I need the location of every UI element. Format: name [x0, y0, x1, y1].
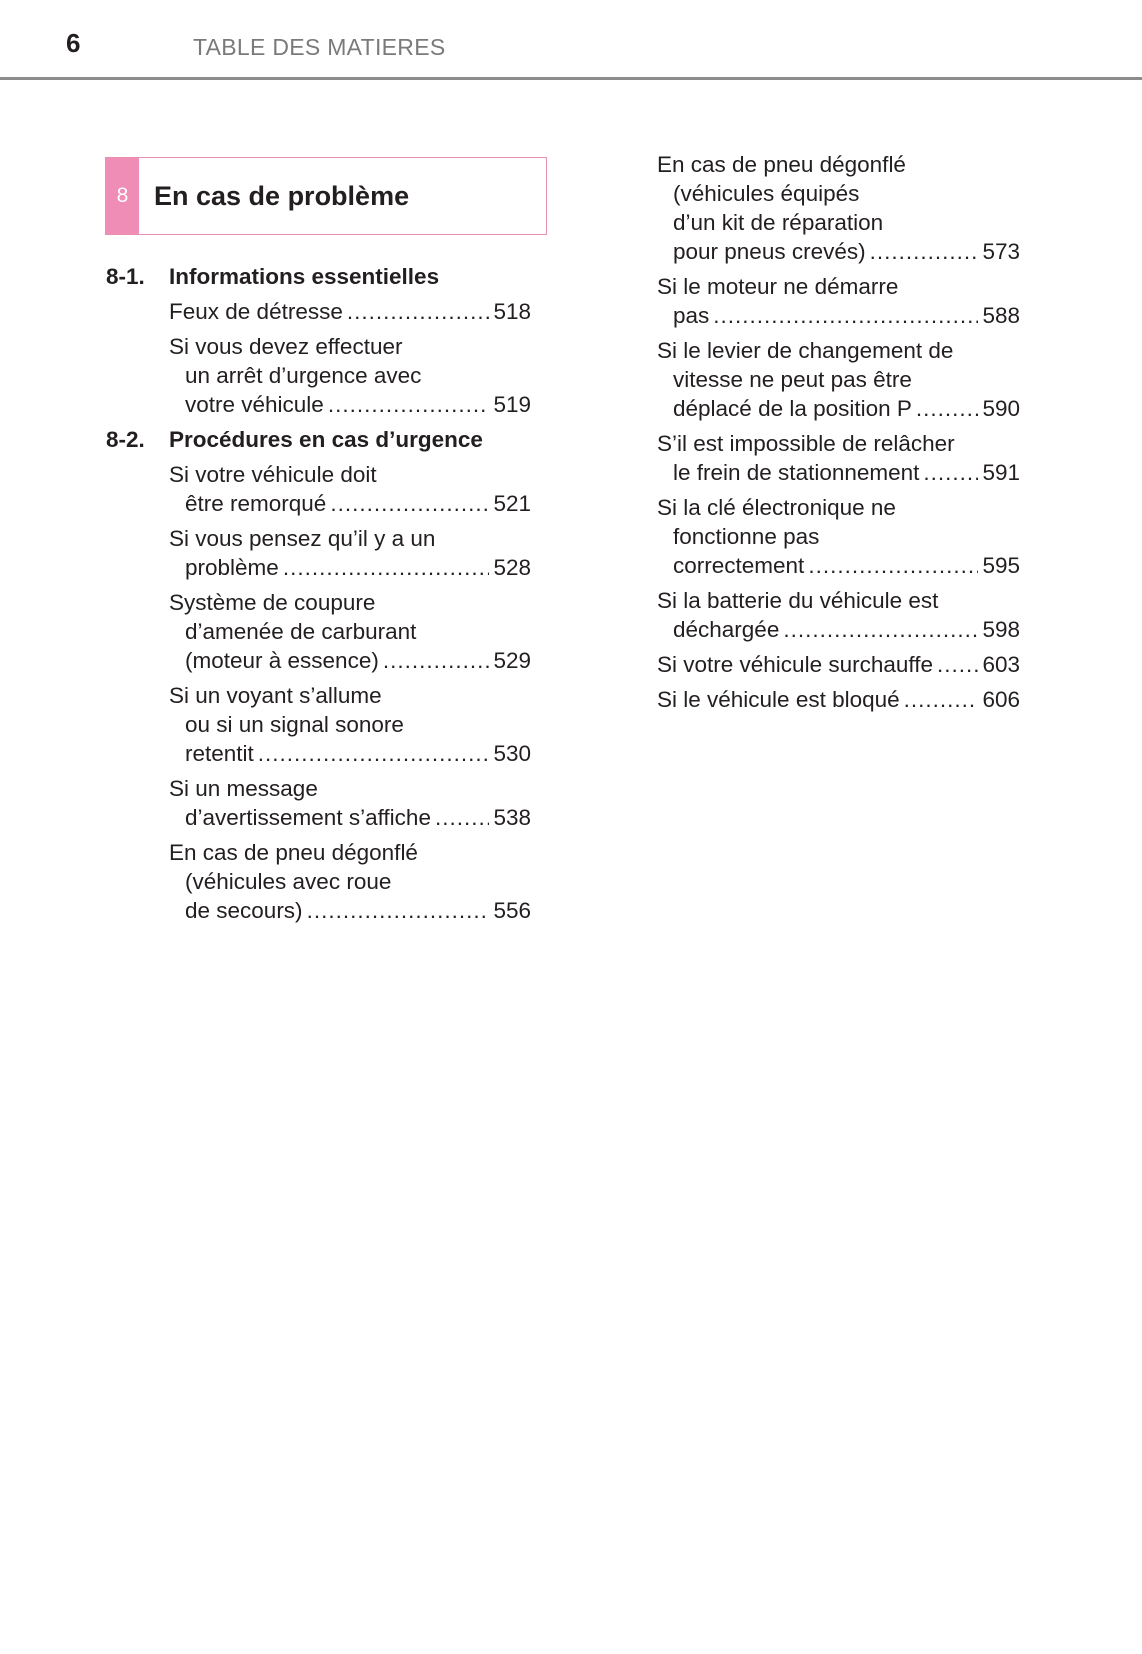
toc-entry[interactable] — [657, 586, 1020, 644]
toc-entry-last-line — [169, 803, 531, 832]
toc-entry[interactable] — [169, 838, 531, 925]
toc-entry-last-line — [169, 646, 531, 675]
toc-entry-line: d’un kit de réparation — [673, 210, 884, 235]
toc-entry-text: être remorqué — [185, 491, 327, 516]
toc-entry-last-line — [657, 615, 1020, 644]
toc-entry-text: Si votre véhicule surchauffe — [657, 652, 933, 677]
toc-entry-text: de secours) — [185, 898, 303, 923]
toc-entry-line: fonctionne pas — [673, 524, 820, 549]
toc-entry-page: 519 — [493, 392, 531, 417]
toc-entry-page: 606 — [982, 687, 1020, 712]
toc-entry-line: En cas de pneu dégonflé — [657, 152, 906, 177]
toc-entry-line: Si un voyant s’allume — [169, 683, 382, 708]
dot-leader — [937, 650, 978, 679]
toc-entry-last-line — [657, 650, 1020, 679]
toc-entry-page: 538 — [493, 805, 531, 830]
toc-entry-page: 556 — [493, 898, 531, 923]
toc-entry-text: Feux de détresse — [169, 299, 343, 324]
toc-entry[interactable] — [657, 272, 1020, 330]
toc-entry-last-line — [169, 297, 531, 326]
section-number: 8-2. — [106, 427, 145, 452]
toc-entry-text: le frein de stationnement — [673, 460, 920, 485]
toc-entry-line: Si votre véhicule doit — [169, 462, 377, 487]
dot-leader — [713, 301, 978, 330]
toc-entry-last-line — [657, 237, 1020, 266]
toc-entry-page: 590 — [982, 396, 1020, 421]
toc-entry-line: En cas de pneu dégonflé — [169, 840, 418, 865]
header-title: TABLE DES MATIERES — [193, 34, 446, 60]
toc-entry[interactable] — [169, 774, 531, 832]
toc-entry-text: pour pneus crevés) — [673, 239, 866, 264]
toc-entry-last-line — [169, 553, 531, 582]
toc-entry-last-line — [657, 458, 1020, 487]
toc-entry-line: un arrêt d’urgence avec — [185, 363, 422, 388]
chapter-number-tab: 8 — [106, 158, 139, 234]
toc-entry[interactable] — [657, 336, 1020, 423]
toc-entry-line: Si la batterie du véhicule est — [657, 588, 939, 613]
dot-leader — [347, 297, 490, 326]
toc-entry-text: Si le véhicule est bloqué — [657, 687, 900, 712]
dot-leader — [383, 646, 490, 675]
dot-leader — [808, 551, 978, 580]
toc-entry-page: 529 — [493, 648, 531, 673]
toc-entry-page: 588 — [982, 303, 1020, 328]
toc-entry[interactable] — [169, 588, 531, 675]
toc-entry-text: votre véhicule — [185, 392, 324, 417]
toc-entry-line: (véhicules avec roue — [185, 869, 392, 894]
toc-left-column — [106, 262, 531, 931]
section-heading — [106, 425, 531, 454]
toc-entry[interactable] — [169, 460, 531, 518]
toc-entry-page: 518 — [493, 299, 531, 324]
toc-entry-last-line — [169, 390, 531, 419]
toc-entry[interactable] — [169, 524, 531, 582]
toc-entry-last-line — [657, 685, 1020, 714]
chapter-title: En cas de problème — [154, 180, 410, 211]
toc-entry-page: 595 — [982, 553, 1020, 578]
toc-entry-last-line — [169, 739, 531, 768]
toc-entry-last-line — [657, 301, 1020, 330]
header-rule — [0, 77, 1142, 80]
dot-leader — [283, 553, 490, 582]
section-heading — [106, 262, 531, 291]
toc-entry-line: Si vous devez effectuer — [169, 334, 403, 359]
toc-entry-text: pas — [673, 303, 710, 328]
toc-entry[interactable] — [169, 681, 531, 768]
toc-entry-page: 573 — [982, 239, 1020, 264]
page-number: 6 — [66, 28, 81, 58]
toc-entry-line: (véhicules équipés — [673, 181, 860, 206]
toc-entry-text: problème — [185, 555, 279, 580]
toc-entry-line: vitesse ne peut pas être — [673, 367, 912, 392]
section-number: 8-1. — [106, 264, 145, 289]
dot-leader — [435, 803, 490, 832]
toc-entry-text: (moteur à essence) — [185, 648, 379, 673]
toc-entry-line: Si la clé électronique ne — [657, 495, 896, 520]
dot-leader — [258, 739, 490, 768]
toc-entry-line: Système de coupure — [169, 590, 376, 615]
toc-entry-page: 528 — [493, 555, 531, 580]
toc-entry[interactable] — [657, 150, 1020, 266]
dot-leader — [916, 394, 979, 423]
toc-entry-line: Si le moteur ne démarre — [657, 274, 899, 299]
toc-entry-text: d’avertissement s’affiche — [185, 805, 431, 830]
toc-entry-page: 521 — [493, 491, 531, 516]
dot-leader — [307, 896, 490, 925]
dot-leader — [870, 237, 979, 266]
toc-entry-line: Si un message — [169, 776, 318, 801]
toc-entry-line: d’amenée de carburant — [185, 619, 417, 644]
toc-entry-text: déchargée — [673, 617, 780, 642]
toc-entry[interactable] — [657, 685, 1020, 714]
toc-entry-page: 530 — [493, 741, 531, 766]
toc-entry-last-line — [169, 896, 531, 925]
toc-entry-line: S’il est impossible de relâcher — [657, 431, 955, 456]
section-title: Informations essentielles — [169, 264, 440, 289]
toc-entry[interactable] — [657, 650, 1020, 679]
section-title: Procédures en cas d’urgence — [169, 427, 483, 452]
section-entries — [169, 460, 531, 925]
toc-entry-last-line — [657, 394, 1020, 423]
toc-entry[interactable] — [169, 332, 531, 419]
toc-entry-last-line — [657, 551, 1020, 580]
dot-leader — [923, 458, 978, 487]
toc-entry[interactable] — [657, 429, 1020, 487]
dot-leader — [328, 390, 490, 419]
toc-entry-page: 603 — [982, 652, 1020, 677]
toc-entry-page: 598 — [982, 617, 1020, 642]
dot-leader — [330, 489, 489, 518]
toc-entry-text: déplacé de la position P — [673, 396, 912, 421]
toc-entry-page: 591 — [982, 460, 1020, 485]
toc-entry-text: retentit — [185, 741, 254, 766]
toc-entry[interactable] — [169, 297, 531, 326]
dot-leader — [904, 685, 979, 714]
section-entries — [169, 297, 531, 419]
dot-leader — [783, 615, 978, 644]
toc-right-column — [657, 150, 1020, 720]
toc-entry-text: correctement — [673, 553, 805, 578]
toc-entry-line: Si vous pensez qu’il y a un — [169, 526, 436, 551]
toc-entry-last-line — [169, 489, 531, 518]
toc-entry[interactable] — [657, 493, 1020, 580]
toc-entry-line: Si le levier de changement de — [657, 338, 954, 363]
toc-entry-line: ou si un signal sonore — [185, 712, 404, 737]
chapter-box — [105, 157, 547, 235]
